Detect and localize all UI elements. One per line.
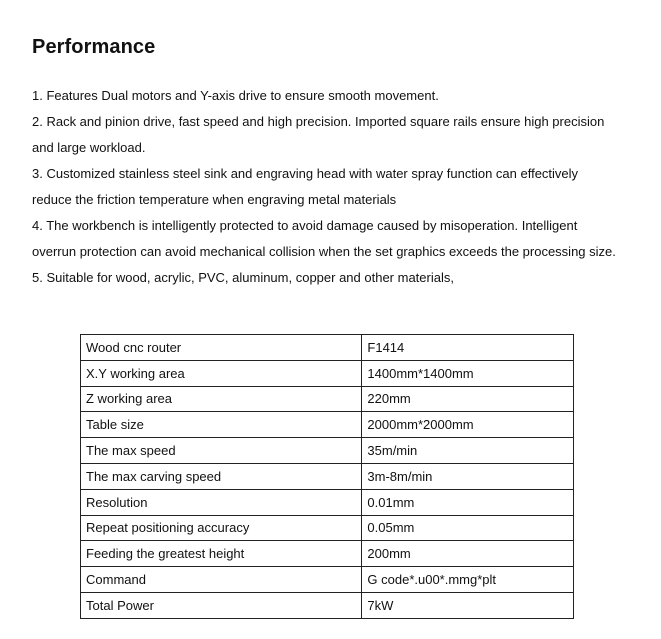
table-row [81, 567, 574, 593]
table-row [81, 541, 574, 567]
table-row [81, 412, 574, 438]
spec-value: 0.01mm [362, 489, 574, 515]
table-row [81, 438, 574, 464]
description-line: 1. Features Dual motors and Y-axis drive to ensure smooth movement. [32, 88, 439, 103]
page-title: Performance [32, 36, 156, 58]
spec-label: Wood cnc router [81, 335, 362, 361]
description-line: 4. The workbench is intelligently protected to avoid damage caused by misoperation. Intelligent [32, 218, 578, 233]
spec-label: Feeding the greatest height [81, 541, 362, 567]
spec-value: 200mm [362, 541, 574, 567]
table-row [81, 360, 574, 386]
spec-value: 2000mm*2000mm [362, 412, 574, 438]
description-line: 3. Customized stainless steel sink and engraving head with water spray function can effectively [32, 166, 579, 181]
spec-label: Command [81, 567, 362, 593]
table-row [81, 489, 574, 515]
spec-value: 0.05mm [362, 515, 574, 541]
table-row [81, 335, 574, 361]
spec-value: 220mm [362, 386, 574, 412]
spec-label: The max carving speed [81, 463, 362, 489]
spec-table [80, 334, 574, 619]
spec-label: Resolution [81, 489, 362, 515]
spec-value: G code*.u00*.mmg*plt [362, 567, 574, 593]
description-line: 5. Suitable for wood, acrylic, PVC, aluminum, copper and other materials, [32, 270, 454, 285]
description-line: reduce the friction temperature when engraving metal materials [32, 192, 397, 207]
spec-label: Total Power [81, 592, 362, 618]
description-line: and large workload. [32, 140, 146, 155]
spec-value: 35m/min [362, 438, 574, 464]
table-row [81, 592, 574, 618]
spec-value: F1414 [362, 335, 574, 361]
spec-label: Table size [81, 412, 362, 438]
spec-value: 1400mm*1400mm [362, 360, 574, 386]
spec-label: Repeat positioning accuracy [81, 515, 362, 541]
spec-value: 7kW [362, 592, 574, 618]
description-line: 2. Rack and pinion drive, fast speed and high precision. Imported square rails ensure high precision [32, 114, 605, 129]
spec-value: 3m-8m/min [362, 463, 574, 489]
table-row [81, 386, 574, 412]
table-row [81, 463, 574, 489]
description-line: overrun protection can avoid mechanical collision when the set graphics exceeds the processing size. [32, 244, 616, 259]
performance-description [32, 83, 652, 291]
spec-label: Z working area [81, 386, 362, 412]
spec-label: X.Y working area [81, 360, 362, 386]
spec-label: The max speed [81, 438, 362, 464]
table-row [81, 515, 574, 541]
